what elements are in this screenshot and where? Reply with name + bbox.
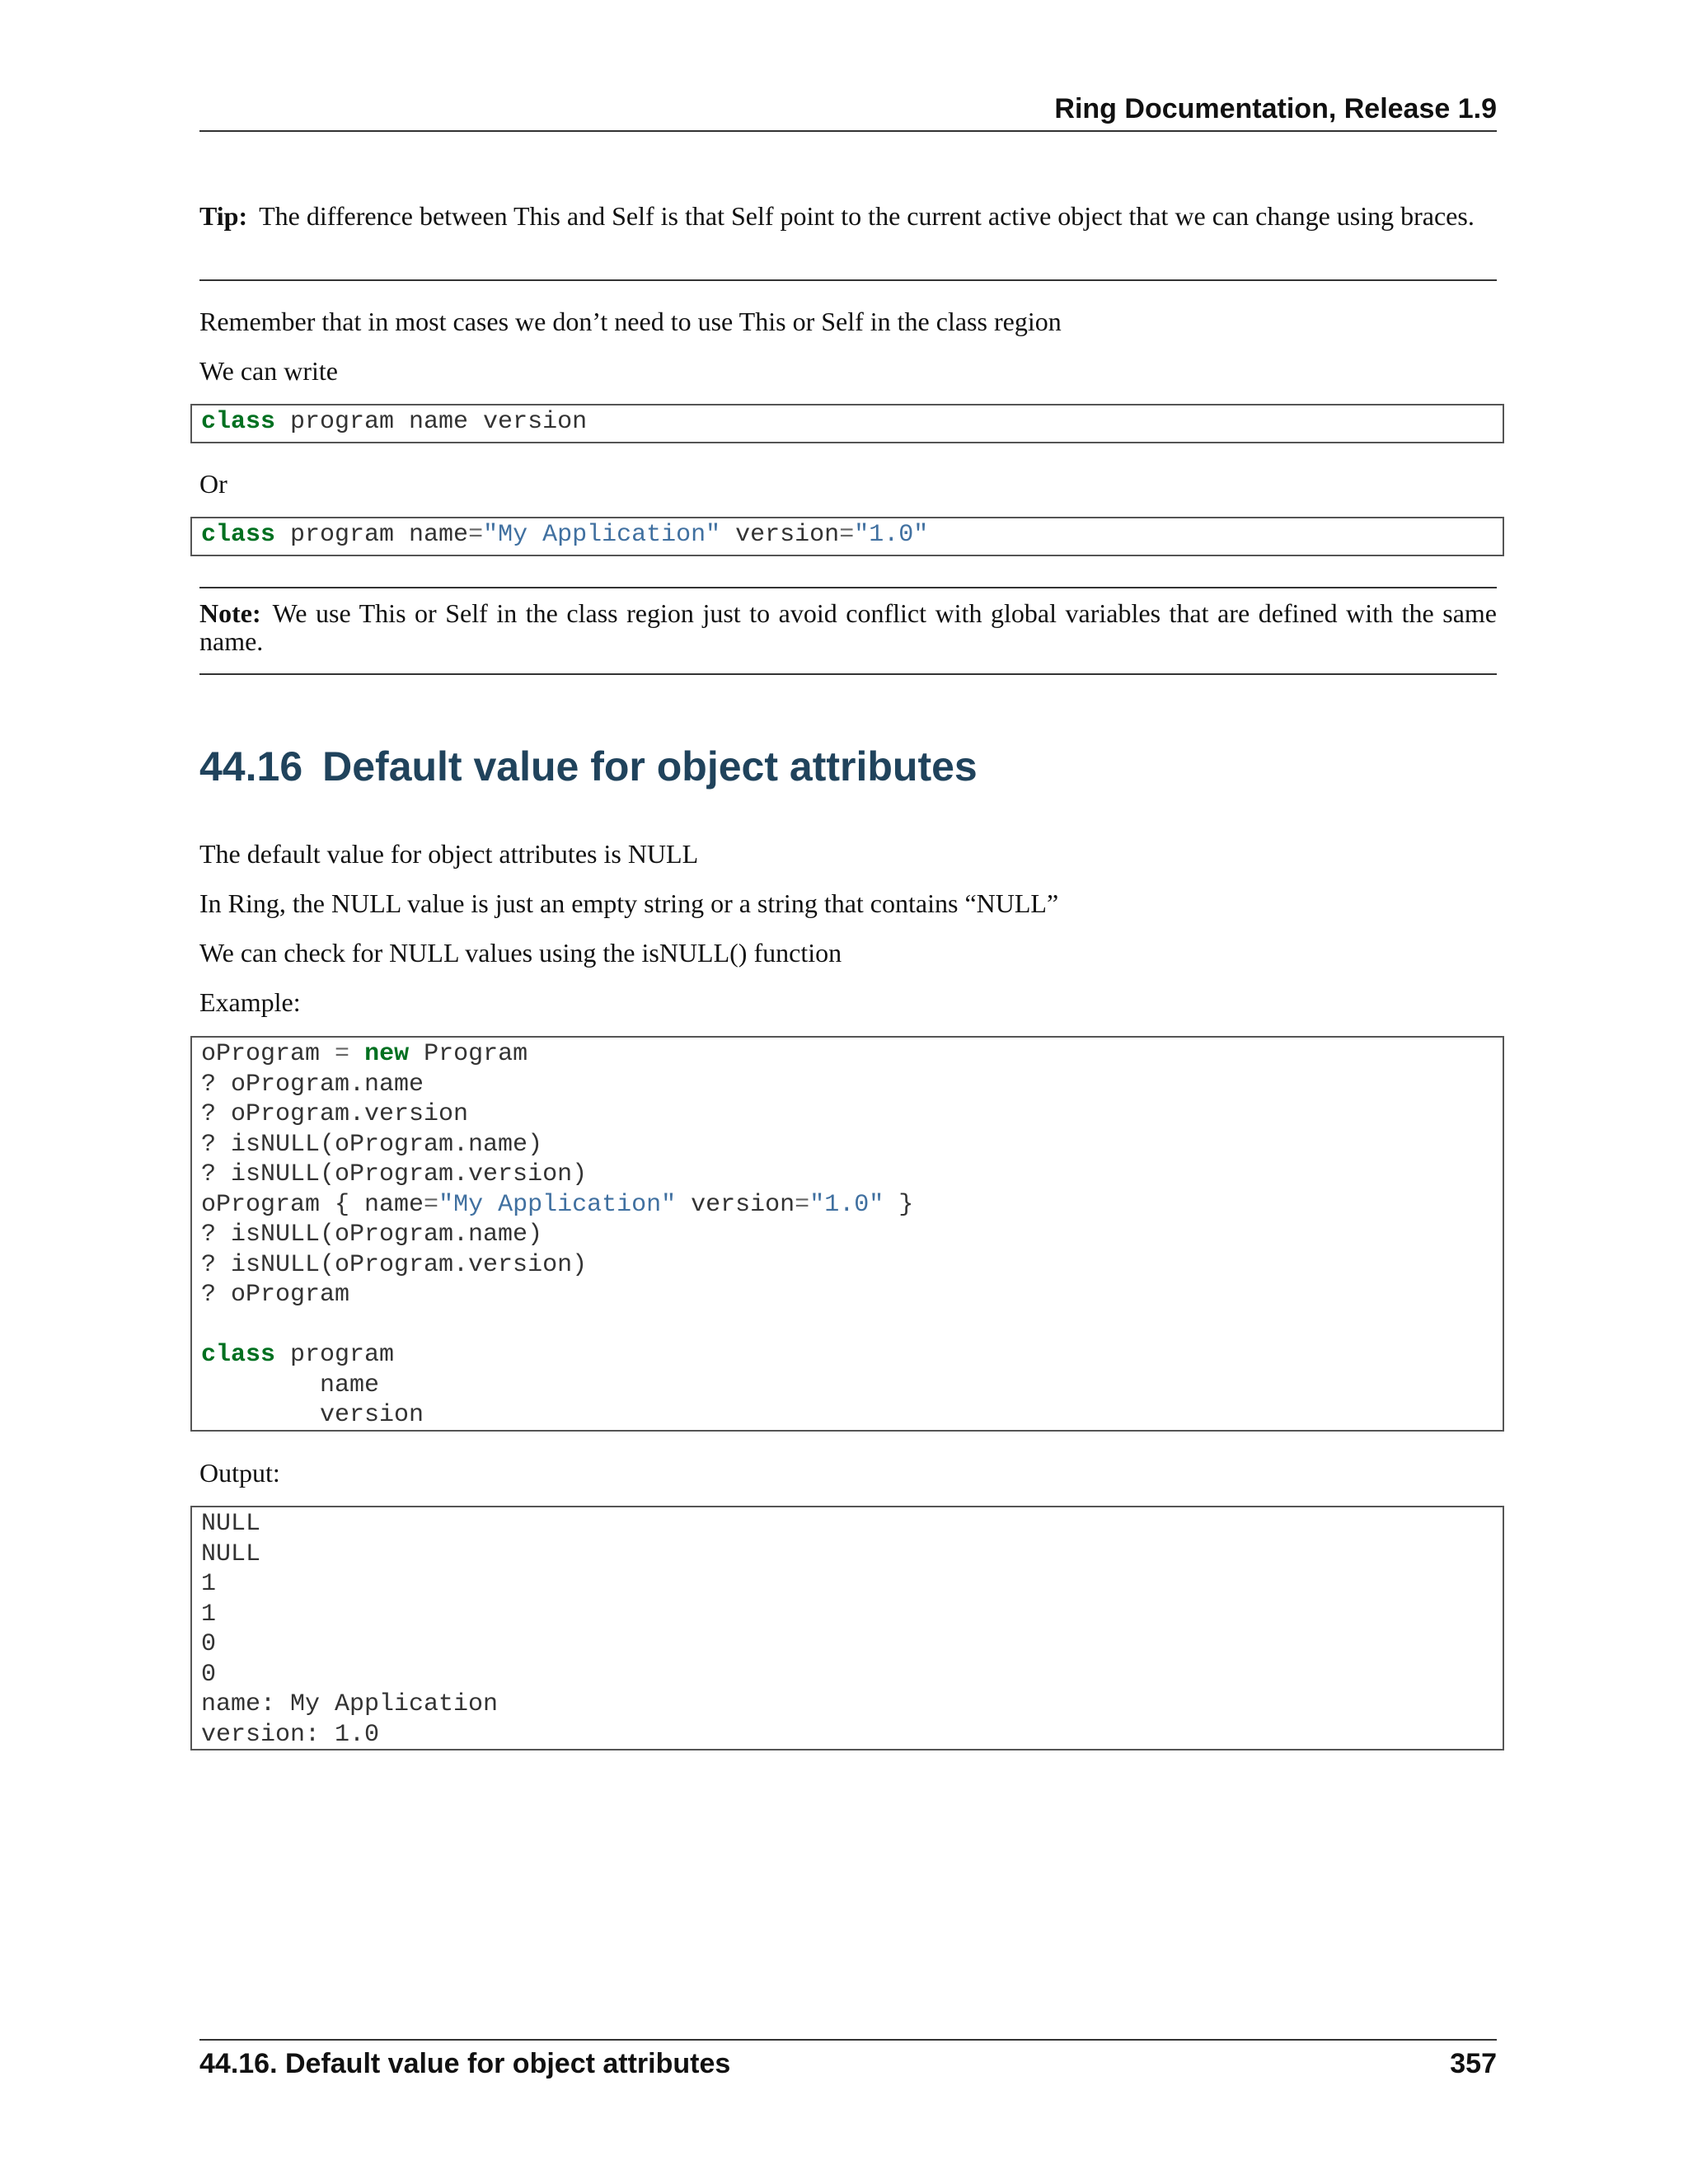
note-text: We use This or Self in the class region just to avoid conflict with global variables that are defined with the same name. [199,598,1497,656]
code-line: ? oProgram.name [201,1070,424,1099]
code-line: ? isNULL(oProgram.name) [201,1221,543,1249]
code-line: class program name version [201,408,588,436]
note-bottom-rule [199,673,1497,675]
tip-label: Tip: [199,201,248,231]
section-title: Default value for object attributes [322,743,978,790]
output-line: NULL [201,1540,261,1568]
code-line: oProgram = new Program [201,1040,528,1068]
paragraph: Example: [199,987,301,1017]
paragraph: Remember that in most cases we don’t need to use This or Self in the class region [199,307,1062,336]
note-top-rule [199,587,1497,588]
output-line: 0 [201,1660,217,1689]
code-block-class-declaration [190,404,1504,443]
running-header: Ring Documentation, Release 1.9 [1054,93,1497,124]
code-block-class-with-defaults [190,517,1504,556]
header-rule [199,130,1497,132]
section-number: 44.16 [199,743,303,790]
code-line: ? oProgram [201,1281,350,1309]
code-block-output [190,1506,1504,1750]
code-line: ? isNULL(oProgram.name) [201,1130,543,1159]
code-line: ? oProgram.version [201,1100,469,1128]
code-block-example [190,1036,1504,1432]
output-line: 1 [201,1600,217,1629]
paragraph: Or [199,469,227,499]
section-heading [199,742,978,791]
code-line-blank [201,1310,1503,1341]
code-line: class program name="My Application" version="1.0" [201,521,929,549]
running-footer [199,2047,1497,2080]
tip-text: The difference between This and Self is that Self point to the current active object that we can change using braces. [259,201,1475,231]
output-line: 0 [201,1630,217,1658]
code-line: oProgram { name="My Application" version="1.0" } [201,1190,914,1219]
tip-admonition [199,202,1497,230]
paragraph: Output: [199,1458,280,1488]
output-line: name: My Application [201,1690,499,1718]
code-line: class program [201,1341,395,1369]
output-line: NULL [201,1510,261,1538]
code-line: version [201,1401,424,1429]
paragraph: We can check for NULL values using the isNULL() function [199,938,842,968]
output-line: version: 1.0 [201,1720,380,1749]
paragraph: In Ring, the NULL value is just an empty string or a string that contains “NULL” [199,888,1059,918]
paragraph: We can write [199,356,338,386]
note-label: Note: [199,598,261,628]
tip-bottom-rule [199,279,1497,281]
footer-section-title: 44.16. Default value for object attributes [199,2048,731,2079]
footer-rule [199,2039,1497,2041]
paragraph: The default value for object attributes is NULL [199,839,699,869]
code-line: ? isNULL(oProgram.version) [201,1160,588,1188]
code-line: ? isNULL(oProgram.version) [201,1250,588,1279]
output-line: 1 [201,1570,217,1598]
note-admonition [199,599,1497,655]
page-number: 357 [1450,2048,1497,2079]
code-line: name [201,1371,380,1399]
